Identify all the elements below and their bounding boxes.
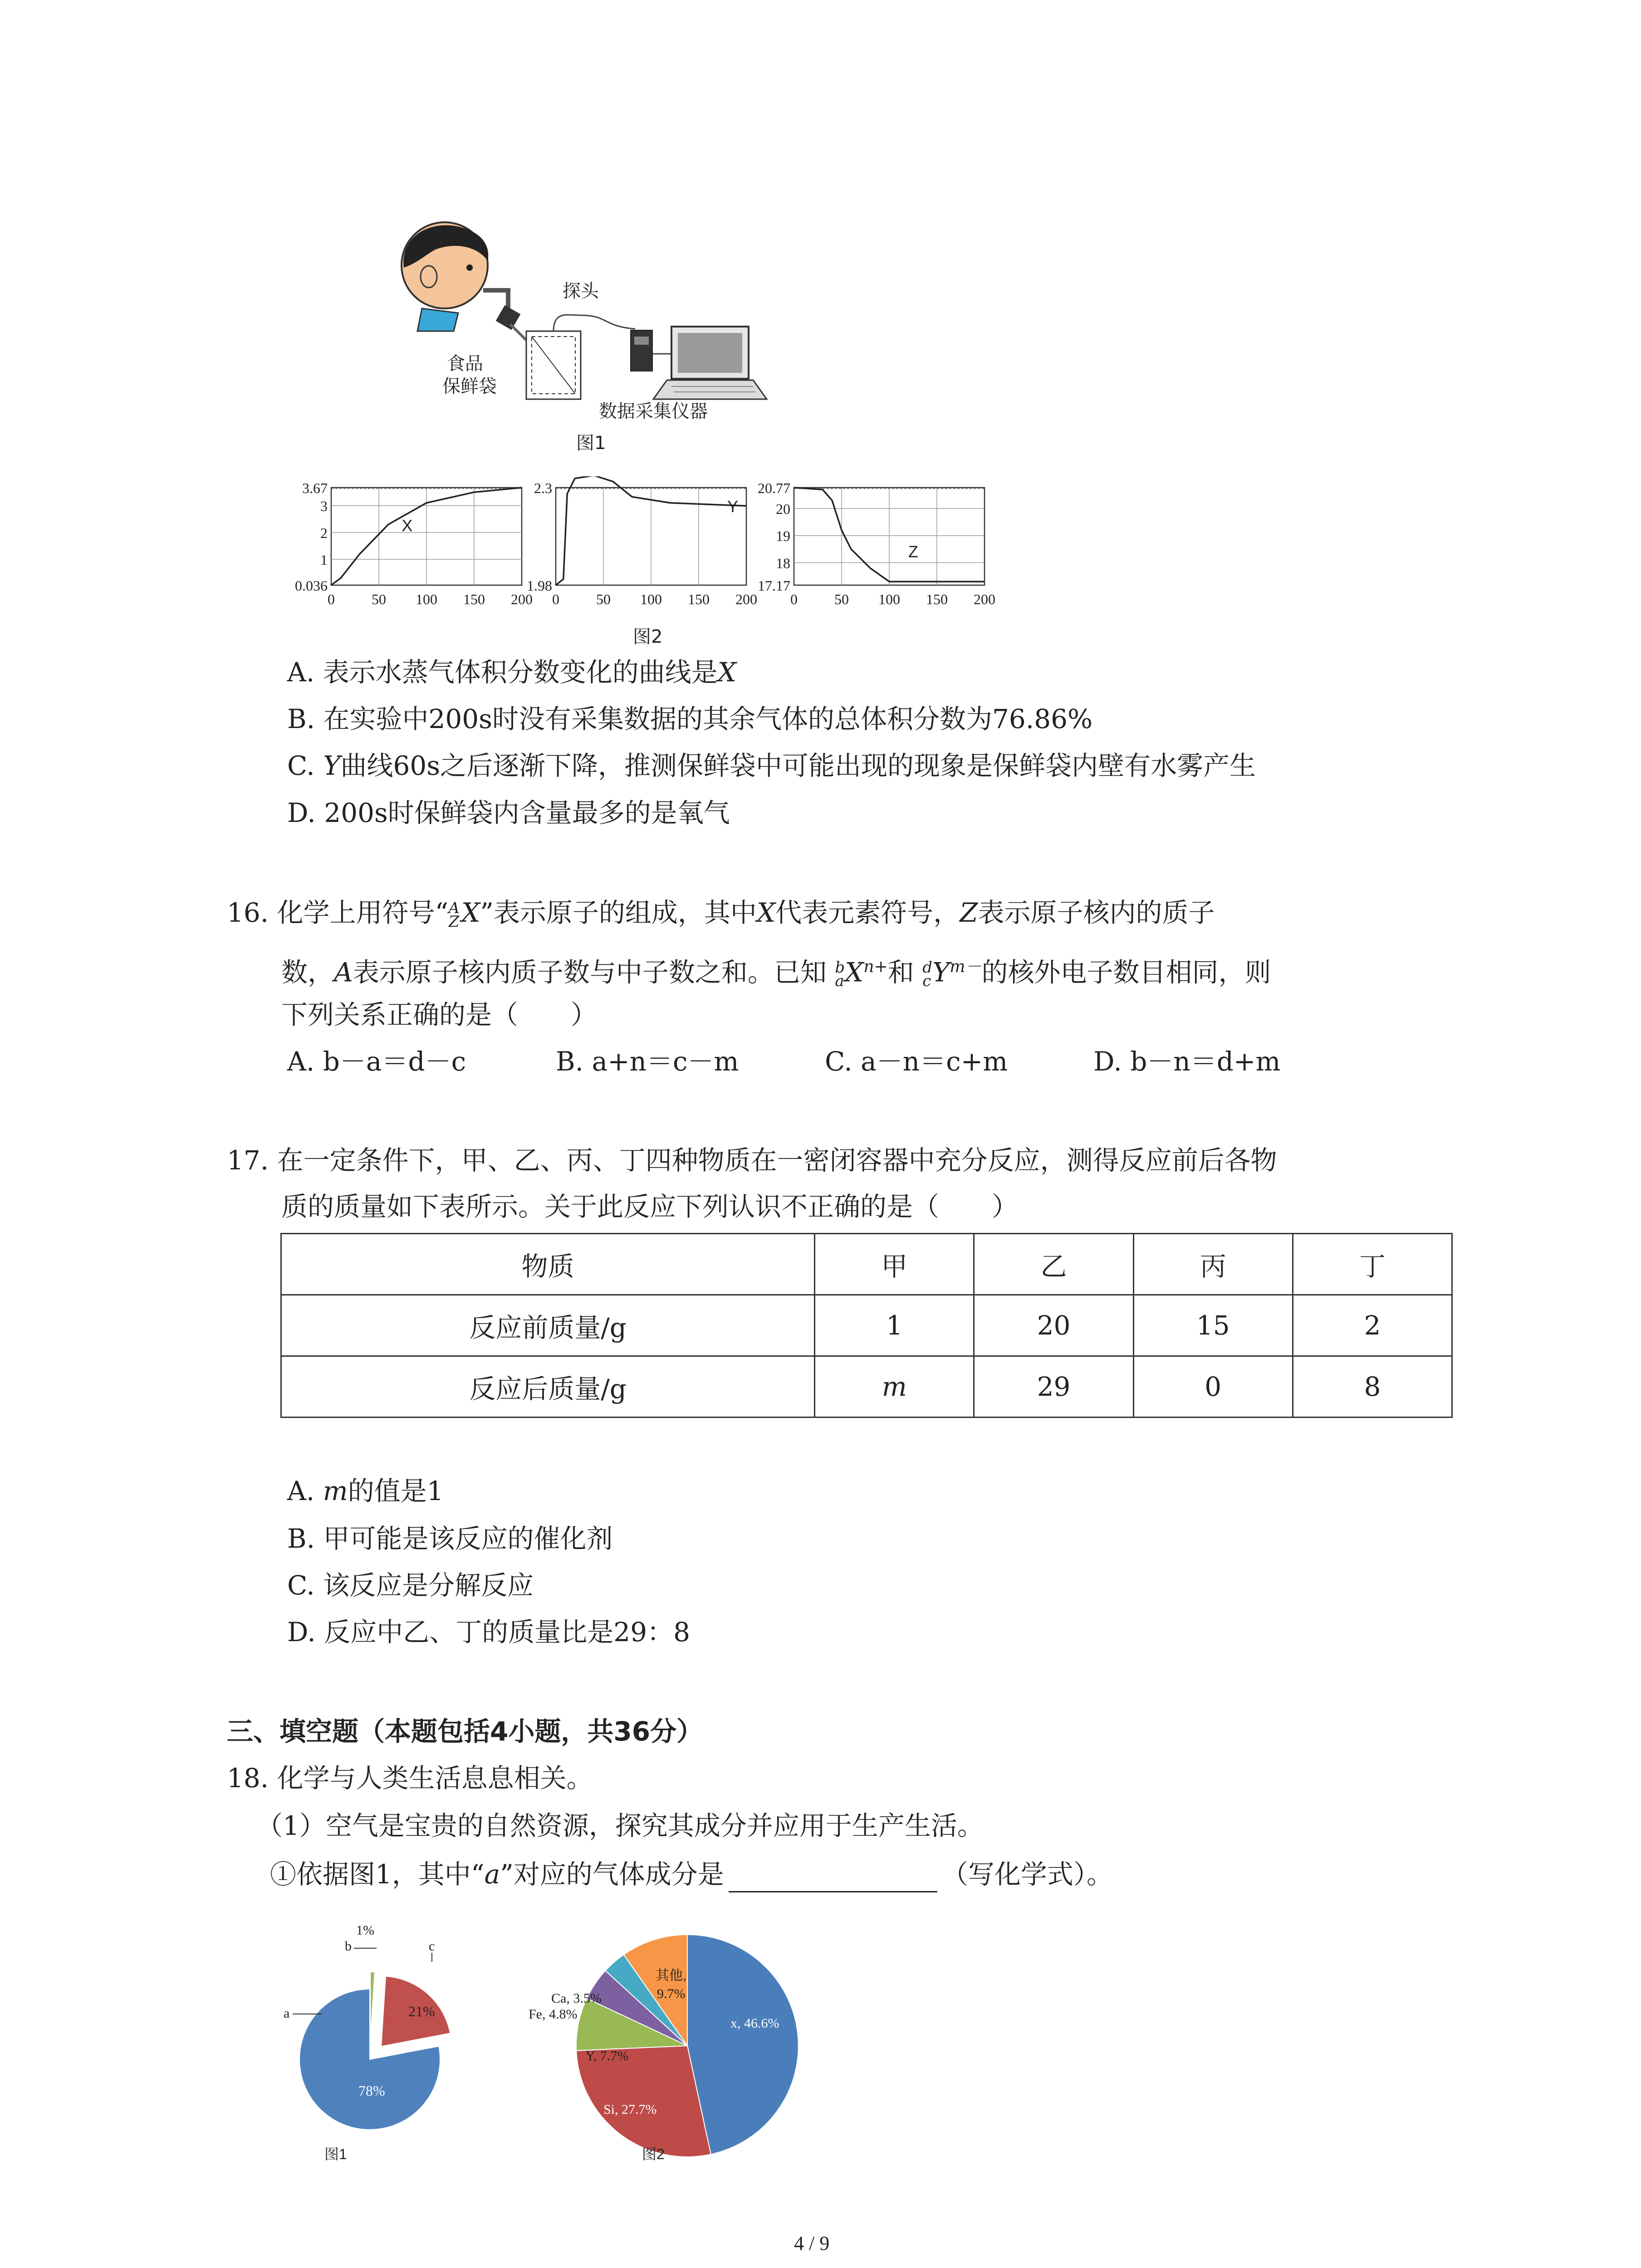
q18-line-2: （1）空气是宝贵的自然资源，探究其成分并应用于生产生活。 bbox=[256, 1810, 984, 1841]
y-tick-label: 19 bbox=[776, 528, 790, 544]
pie2-label: Si, 27.7% bbox=[603, 2102, 657, 2117]
boy-illustration bbox=[402, 222, 488, 331]
apparatus-figure bbox=[390, 218, 798, 463]
y-tick-label: 2 bbox=[320, 524, 328, 541]
table-row bbox=[281, 1295, 1452, 1356]
x-tick-label: 150 bbox=[463, 591, 485, 607]
q17-option-d: D. 反应中乙、丁的质量比是29：8 bbox=[287, 1617, 691, 1647]
fig2-caption: 图2 bbox=[633, 626, 663, 647]
pie2-label: 9.7% bbox=[657, 1986, 686, 2001]
pie1-slice-b bbox=[370, 1972, 375, 2042]
table-cell: 乙 bbox=[974, 1234, 1133, 1295]
y-tick-label: 3 bbox=[320, 498, 328, 514]
pie1-label: 1% bbox=[356, 1923, 374, 1938]
x-tick-label: 0 bbox=[552, 591, 559, 607]
table-cell: 20 bbox=[974, 1295, 1133, 1356]
q16-option-a: A. b－a＝d－c bbox=[287, 1046, 466, 1077]
x-tick-label: 200 bbox=[974, 591, 995, 607]
x-tick-label: 50 bbox=[372, 591, 386, 607]
table-cell: 反应后质量/g bbox=[281, 1356, 815, 1418]
pie2-label: Y, 7.7% bbox=[585, 2048, 629, 2063]
pie1-label: 21% bbox=[408, 2003, 435, 2019]
bag-label-1: 食品 bbox=[447, 353, 483, 374]
x-tick-label: 100 bbox=[878, 591, 900, 607]
pie2-label: Fe, 4.8% bbox=[529, 2007, 578, 2022]
curve-label: X bbox=[402, 516, 413, 535]
fig1-caption: 图1 bbox=[576, 433, 606, 454]
y-tick-label: 20.77 bbox=[758, 480, 790, 496]
table-cell: 2 bbox=[1293, 1295, 1452, 1356]
line-charts bbox=[281, 476, 998, 617]
table-cell: 丁 bbox=[1293, 1234, 1452, 1295]
q16-option-d: D. b－n＝d+m bbox=[1093, 1046, 1281, 1077]
y-tick-label: 1.98 bbox=[527, 577, 552, 594]
table-cell: 物质 bbox=[281, 1234, 815, 1295]
q16-line-3: 下列关系正确的是（ ） bbox=[281, 999, 598, 1030]
pie1-label: c bbox=[429, 1939, 435, 1954]
x-tick-label: 50 bbox=[596, 591, 611, 607]
table-cell: 反应前质量/g bbox=[281, 1295, 815, 1356]
q15-option-c: C. Y曲线60s之后逐渐下降，推测保鲜袋中可能出现的现象是保鲜袋内壁有水雾产生 bbox=[287, 750, 1256, 781]
table-cell: 8 bbox=[1293, 1356, 1452, 1418]
pie1-label: b bbox=[345, 1939, 352, 1954]
x-tick-label: 0 bbox=[790, 591, 798, 607]
q18-line-1: 18. 化学与人类生活息息相关。 bbox=[227, 1763, 593, 1794]
x-tick-label: 150 bbox=[926, 591, 948, 607]
x-tick-label: 150 bbox=[688, 591, 710, 607]
x-tick-label: 200 bbox=[511, 591, 533, 607]
pie2-label: x, 46.6% bbox=[730, 2016, 779, 2031]
table-cell: 0 bbox=[1133, 1356, 1293, 1418]
pie2-caption: 图2 bbox=[642, 2146, 665, 2162]
q16-line-1: 16. 化学上用符号“A ZX”表示原子的组成，其中X代表元素符号，Z表示原子核内的质子 bbox=[227, 897, 1215, 931]
pie1-label: 78% bbox=[358, 2082, 385, 2099]
curve-label: Y bbox=[727, 497, 739, 516]
table-row bbox=[281, 1356, 1452, 1418]
q15-option-b: B. 在实验中200s时没有采集数据的其余气体的总体积分数为76.86% bbox=[287, 704, 1093, 734]
table-cell: 1 bbox=[815, 1295, 974, 1356]
y-tick-label: 3.67 bbox=[302, 480, 328, 496]
x-tick-label: 200 bbox=[735, 591, 757, 607]
y-tick-label: 20 bbox=[776, 500, 790, 517]
x-tick-label: 0 bbox=[328, 591, 335, 607]
answer-blank[interactable] bbox=[729, 1864, 937, 1892]
table-cell: 丙 bbox=[1133, 1234, 1293, 1295]
q17-option-b: B. 甲可能是该反应的催化剂 bbox=[287, 1523, 613, 1554]
q17-option-a: A. m的值是1 bbox=[287, 1476, 444, 1506]
page-number: 4 / 9 bbox=[794, 2232, 830, 2254]
y-tick-label: 18 bbox=[776, 555, 790, 572]
table-header-row bbox=[281, 1234, 1452, 1295]
table-cell: 15 bbox=[1133, 1295, 1293, 1356]
x-tick-label: 100 bbox=[416, 591, 437, 607]
instrument-label: 数据采集仪器 bbox=[599, 401, 708, 422]
q15-option-d: D. 200s时保鲜袋内含量最多的是氧气 bbox=[287, 797, 730, 828]
curve-label: Z bbox=[908, 542, 918, 561]
y-tick-label: 0.036 bbox=[295, 577, 328, 594]
pie-charts bbox=[272, 1905, 862, 2168]
y-tick-label: 1 bbox=[320, 551, 328, 568]
probe-label: 探头 bbox=[563, 281, 599, 302]
q17-line-1: 17. 在一定条件下，甲、乙、丙、丁四种物质在一密闭容器中充分反应，测得反应前后各物 bbox=[227, 1145, 1277, 1176]
table-cell: 甲 bbox=[815, 1234, 974, 1295]
pie1-caption: 图1 bbox=[324, 2146, 347, 2162]
pie2-label: Ca, 3.5% bbox=[551, 1991, 602, 2006]
q16-option-b: B. a+n＝c－m bbox=[556, 1046, 739, 1077]
data-collector bbox=[631, 330, 652, 371]
q18-line-3: ①依据图1，其中“a”对应的气体成分是 （写化学式）。 bbox=[270, 1856, 1113, 1892]
x-tick-label: 50 bbox=[834, 591, 849, 607]
table-cell: m bbox=[815, 1356, 974, 1418]
q17-option-c: C. 该反应是分解反应 bbox=[287, 1570, 534, 1601]
y-tick-label: 2.3 bbox=[534, 480, 552, 496]
q17-line-2: 质的质量如下表所示。关于此反应下列认识不正确的是（ ） bbox=[281, 1191, 1019, 1222]
mass-table bbox=[280, 1233, 1453, 1418]
q16-line-2: 数，A表示原子核内质子数与中子数之和。已知 b $aX^{n+}$和 d $cY^{m-}$的核外电子数目相同，则 bbox=[281, 957, 1271, 991]
bag-label-2: 保鲜袋 bbox=[442, 376, 497, 397]
q15-option-a: A. 表示水蒸气体积分数变化的曲线是X bbox=[287, 657, 737, 688]
section-heading: 三、填空题（本题包括4小题，共36分） bbox=[227, 1716, 703, 1747]
y-tick-label: 17.17 bbox=[758, 577, 790, 594]
x-tick-label: 100 bbox=[640, 591, 662, 607]
pie2-label: 其他, bbox=[656, 1968, 687, 1983]
pie1-label: a bbox=[284, 2006, 290, 2021]
table-cell: 29 bbox=[974, 1356, 1133, 1418]
q16-option-c: C. a－n＝c+m bbox=[825, 1046, 1008, 1077]
